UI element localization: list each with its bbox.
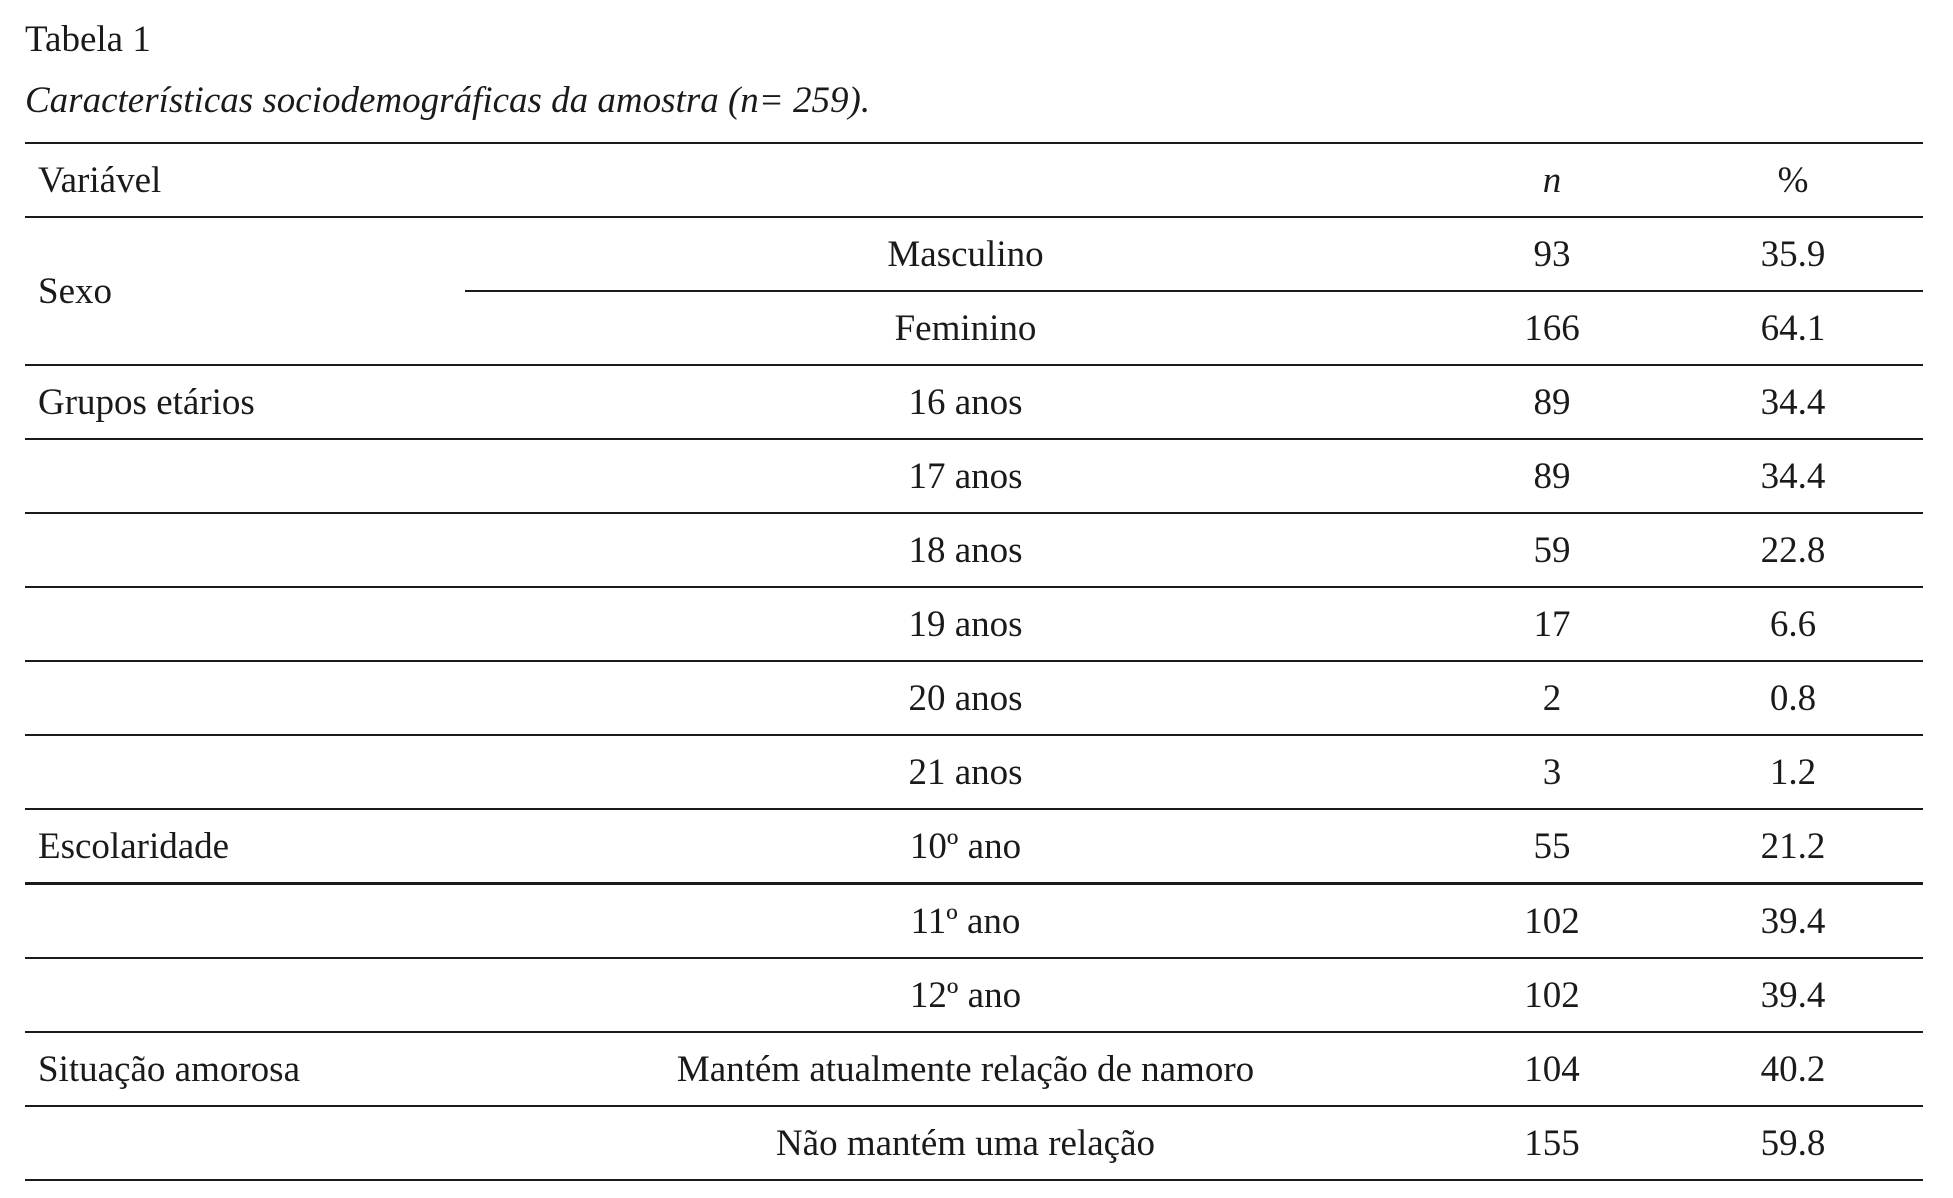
category-cell: 19 anos [465, 587, 1466, 661]
n-cell: 3 [1466, 735, 1663, 809]
percent-cell: 64.1 [1663, 291, 1923, 365]
category-cell: Masculino [465, 217, 1466, 291]
percent-cell: 39.4 [1663, 958, 1923, 1032]
header-variable: Variável [25, 143, 1466, 217]
empty-group-cell [25, 439, 465, 513]
empty-group-cell [25, 587, 465, 661]
table-row [25, 735, 1923, 809]
empty-group-cell [25, 513, 465, 587]
category-cell: 10º ano [465, 809, 1466, 884]
category-cell: 20 anos [465, 661, 1466, 735]
n-cell: 166 [1466, 291, 1663, 365]
category-cell: 11º ano [465, 884, 1466, 959]
table-row [25, 439, 1923, 513]
n-cell: 17 [1466, 587, 1663, 661]
table-caption: Características sociodemográficas da amostra (n= 259). [25, 80, 871, 121]
header-percent: % [1663, 143, 1923, 217]
empty-group-cell [25, 735, 465, 809]
group-label-sexo: Sexo [25, 217, 465, 365]
percent-cell: 1.2 [1663, 735, 1923, 809]
percent-cell: 6.6 [1663, 587, 1923, 661]
category-cell: 21 anos [465, 735, 1466, 809]
n-cell: 104 [1466, 1032, 1663, 1106]
table-row [25, 661, 1923, 735]
table-row [25, 958, 1923, 1032]
group-label-situacao-amorosa: Situação amorosa [25, 1032, 465, 1106]
sociodemographic-table [25, 142, 1923, 1181]
percent-cell: 40.2 [1663, 1032, 1923, 1106]
n-cell: 89 [1466, 365, 1663, 439]
table-row [25, 1032, 1923, 1106]
percent-cell: 22.8 [1663, 513, 1923, 587]
n-cell: 102 [1466, 958, 1663, 1032]
percent-cell: 39.4 [1663, 884, 1923, 959]
category-cell: 17 anos [465, 439, 1466, 513]
n-cell: 89 [1466, 439, 1663, 513]
category-cell: Não mantém uma relação [465, 1106, 1466, 1180]
n-cell: 59 [1466, 513, 1663, 587]
category-cell: 12º ano [465, 958, 1466, 1032]
table-row [25, 217, 1923, 291]
percent-cell: 21.2 [1663, 809, 1923, 884]
table-row [25, 809, 1923, 884]
n-cell: 102 [1466, 884, 1663, 959]
category-cell: 18 anos [465, 513, 1466, 587]
percent-cell: 35.9 [1663, 217, 1923, 291]
category-cell: Feminino [465, 291, 1466, 365]
table-row [25, 587, 1923, 661]
n-cell: 155 [1466, 1106, 1663, 1180]
empty-group-cell [25, 661, 465, 735]
table-label: Tabela 1 [25, 19, 151, 60]
table-row [25, 1106, 1923, 1180]
table-row [25, 513, 1923, 587]
percent-cell: 0.8 [1663, 661, 1923, 735]
category-cell: Mantém atualmente relação de namoro [465, 1032, 1466, 1106]
table-row [25, 884, 1923, 959]
percent-cell: 59.8 [1663, 1106, 1923, 1180]
n-cell: 93 [1466, 217, 1663, 291]
empty-group-cell [25, 958, 465, 1032]
group-label-grupos-etarios: Grupos etários [25, 365, 465, 439]
empty-group-cell [25, 1106, 465, 1180]
category-cell: 16 anos [465, 365, 1466, 439]
group-label-escolaridade: Escolaridade [25, 809, 465, 884]
empty-group-cell [25, 884, 465, 959]
table-header-row [25, 143, 1923, 217]
n-cell: 55 [1466, 809, 1663, 884]
table-row [25, 365, 1923, 439]
percent-cell: 34.4 [1663, 439, 1923, 513]
n-cell: 2 [1466, 661, 1663, 735]
percent-cell: 34.4 [1663, 365, 1923, 439]
header-n: n [1466, 143, 1663, 217]
